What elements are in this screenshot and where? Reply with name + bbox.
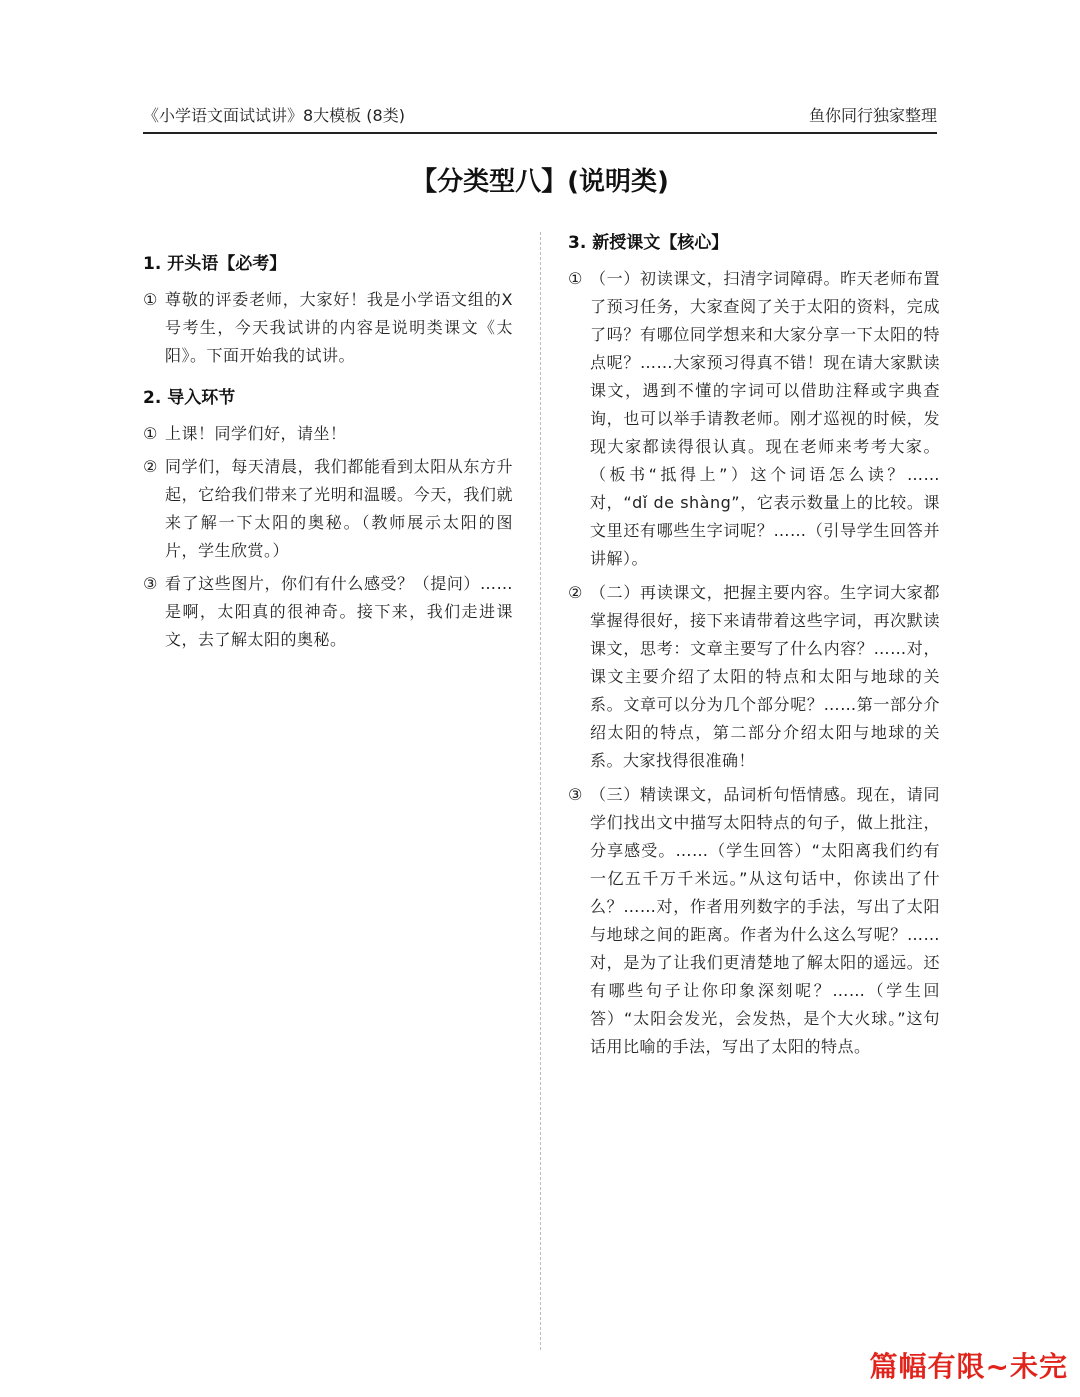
header-document-title: 《小学语文面试试讲》8大模板 (8类) (143, 106, 405, 125)
paragraph-number: ① (143, 290, 158, 309)
paragraph (568, 579, 940, 775)
column-divider (540, 232, 541, 1350)
page-title: 【分类型八】(说明类) (411, 167, 669, 197)
paragraph-number: ③ (568, 785, 583, 804)
paragraph-text: 看了这些图片，你们有什么感受？（提问）……是啊，太阳真的很神奇。接下来，我们走进课文，去了解太阳的奥秘。 (165, 574, 513, 649)
section-heading-opening: 1. 开头语【必考】 (143, 254, 287, 274)
paragraph-text: （二）再读课文，把握主要内容。生字词大家都掌握得很好，接下来请带着这些字词，再次默读课文，思考：文章主要写了什么内容？……对，课文主要介绍了太阳的特点和太阳与地球的关系。文章可以分为几个部分呢？……第一部分介绍太阳的特点，第二部分介绍太阳与地球的关系。大家找得很准确！ (590, 583, 940, 770)
header-source-credit: 鱼你同行独家整理 (808, 106, 937, 125)
paragraph (143, 286, 513, 370)
paragraph (568, 265, 940, 573)
paragraph-text: （一）初读课文，扫清字词障碍。昨天老师布置了预习任务，大家查阅了关于太阳的资料，完成了吗？有哪位同学想来和大家分享一下太阳的特点呢？……大家预习得真不错！现在请大家默读课文，遇到不懂的字词可以借助注释或字典查询，也可以举手请教老师。刚才巡视的时候，发现大家都读得很认真。现在老师来考考大家。（板书“抵得上”）这个词语怎么读？……对，“dǐ de shàng”，它表示数量上的比较。课文里还有哪些生字词呢？……（引导学生回答并讲解）。 (590, 269, 940, 568)
paragraph-number: ① (568, 269, 583, 288)
paragraph-number: ② (568, 583, 583, 602)
paragraph-number: ② (143, 457, 158, 476)
paragraph-number: ① (143, 424, 158, 443)
paragraph-number: ③ (143, 574, 158, 593)
section-heading-introduction: 2. 导入环节 (143, 388, 236, 408)
left-column (143, 250, 513, 659)
paragraph (568, 781, 940, 1061)
paragraph (143, 570, 513, 654)
right-column (568, 229, 940, 1067)
section-heading-new-lesson: 3. 新授课文【核心】 (568, 233, 729, 253)
paragraph-text: 上课！同学们好，请坐！ (165, 424, 347, 443)
paragraph-text: 尊敬的评委老师，大家好！我是小学语文组的X号考生，今天我试讲的内容是说明类课文《太阳》。下面开始我的试讲。 (165, 290, 513, 365)
paragraph-text: 同学们，每天清晨，我们都能看到太阳从东方升起，它给我们带来了光明和温暖。今天，我们就来了解一下太阳的奥秘。（教师展示太阳的图片，学生欣赏。） (165, 457, 513, 560)
truncation-notice: 篇幅有限~未完 (869, 1350, 1068, 1383)
paragraph (143, 420, 513, 448)
paragraph-text: （三）精读课文，品词析句悟情感。现在，请同学们找出文中描写太阳特点的句子，做上批注，分享感受。……（学生回答）“太阳离我们约有一亿五千万千米远。”从这句话中，你读出了什么？……对，作者用列数字的手法，写出了太阳与地球之间的距离。作者为什么这么写呢？……对，是为了让我们更清楚地了解太阳的遥远。还有哪些句子让你印象深刻呢？……（学生回答）“太阳会发光，会发热，是个大火球。”这句话用比喻的手法，写出了太阳的特点。 (590, 785, 940, 1056)
paragraph (143, 453, 513, 565)
page-header (143, 104, 937, 134)
